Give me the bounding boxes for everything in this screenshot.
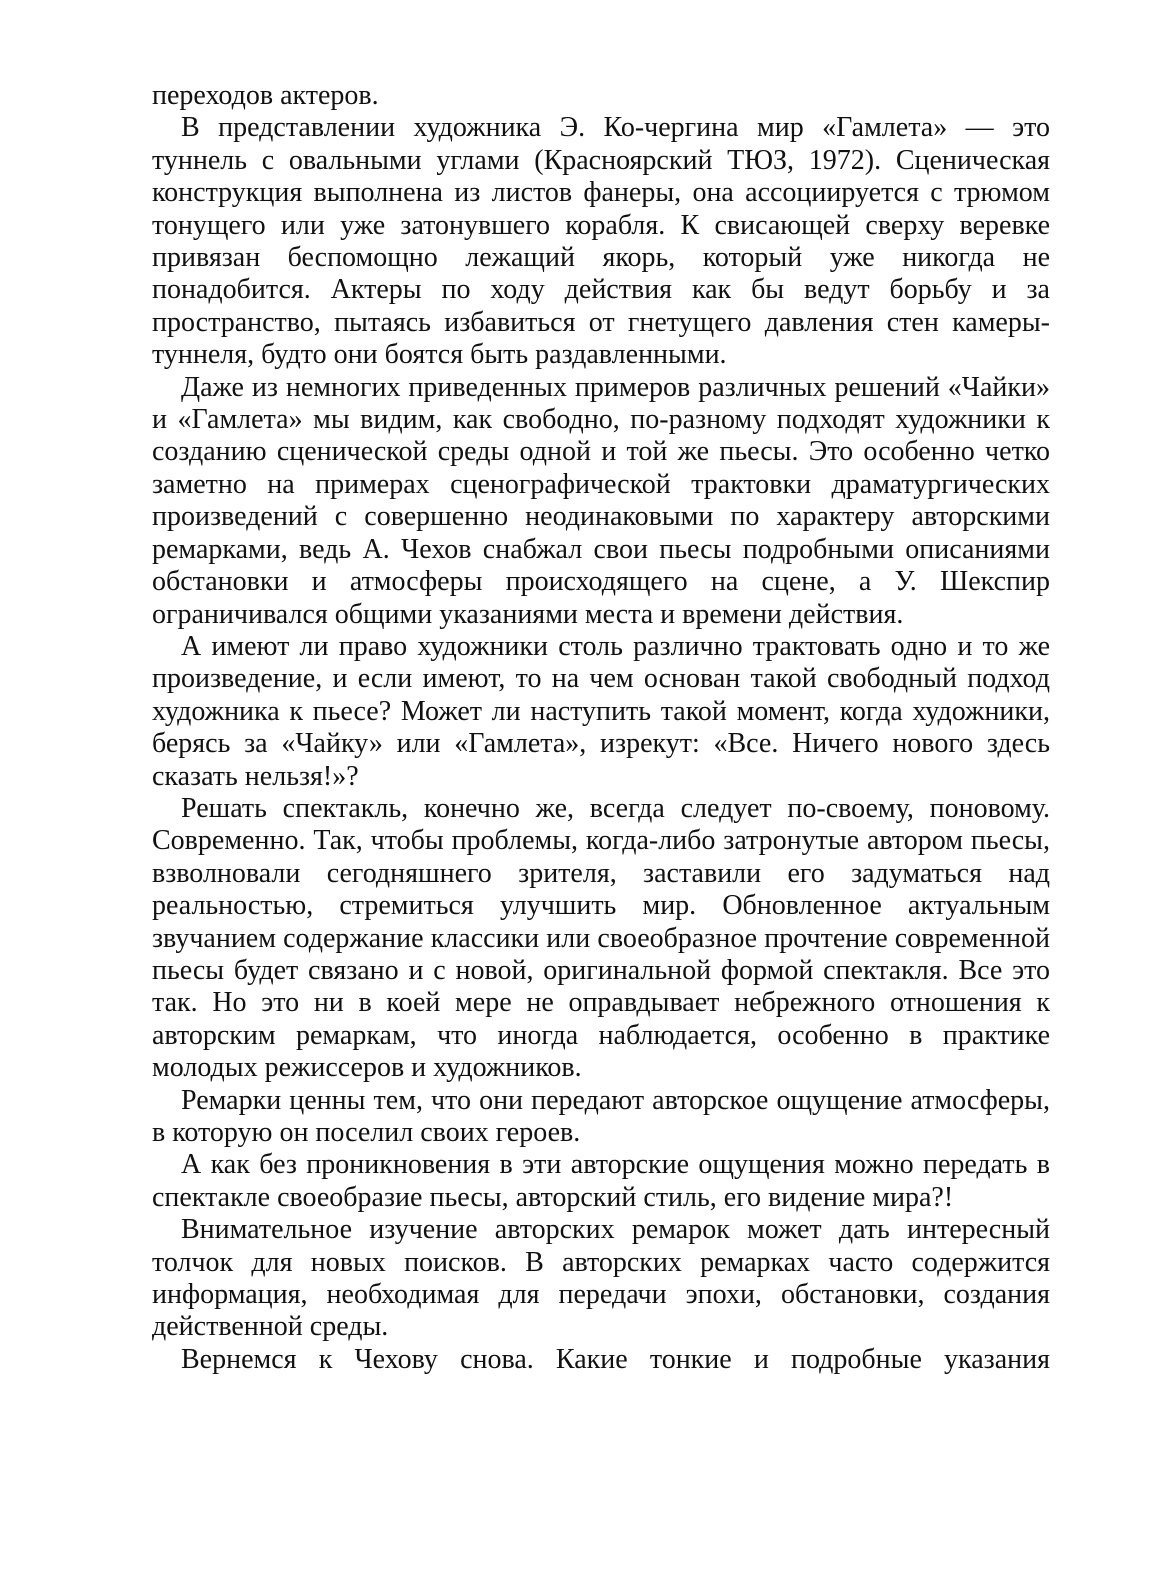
paragraph: Решать спектакль, конечно же, всегда следует по-своему, поновому. Современно. Так, чтобы проблемы, когда-либо затронутые автором пьесы, взволновали сегодняшнего зрителя, заставили его задуматься над реальностью, стремиться улучшить мир. Обновленное актуальным звучанием содержание классики или своеобразное прочтение современной пьесы будет связано и с новой, оригинальной формой спектакля. Все это так. Но это ни в коей мере не оправдывает небрежного отношения к авторским ремаркам, что иногда наблюдается, особенно в практике молодых режиссеров и художников. xyxy=(152,792,1050,1084)
paragraph: А имеют ли право художники столь различно трактовать одно и то же произведение, и если имеют, то на чем основан такой свободный подход художника к пьесе? Может ли наступить такой момент, когда художники, берясь за «Чайку» или «Гамлета», изрекут: «Все. Ничего нового здесь сказать нельзя!»? xyxy=(152,630,1050,792)
paragraph: Внимательное изучение авторских ремарок может дать интересный толчок для новых поисков. В авторских ремарках часто содержится информация, необходимая для передачи эпохи, обстановки, создания действенной среды. xyxy=(152,1214,1050,1343)
page-body xyxy=(152,80,1050,1376)
paragraph: В представлении художника Э. Ко-чергина мир «Гамлета» — это туннель с овальными углами (Красноярский ТЮЗ, 1972). Сценическая конструкция выполнена из листов фанеры, она ассоциируется с трюмом тонущего или уже затонувшего корабля. К свисающей сверху веревке привязан беспомощно лежащий якорь, который уже никогда не понадобится. Актеры по ходу действия как бы ведут борьбу и за пространство, пытаясь избавиться от гнетущего давления стен камеры-туннеля, будто они боятся быть раздавленными. xyxy=(152,112,1050,371)
paragraph: Вернемся к Чехову снова. Какие тонкие и подробные указания xyxy=(181,1343,1050,1375)
paragraph: Даже из немногих приведенных примеров различных решений «Чайки» и «Гамлета» мы видим, как свободно, по-разному подходят художники к созданию сценической среды одной и той же пьесы. Это особенно четко заметно на примерах сценографической трактовки драматургических произведений с совершенно неодинаковыми по характеру авторскими ремарками, ведь А. Чехов снабжал свои пьесы подробными описаниями обстановки и атмосферы происходящего на сцене, а У. Шекспир ограничивался общими указаниями места и времени действия. xyxy=(152,371,1050,630)
paragraph-continuation: переходов актеров. xyxy=(152,80,379,111)
paragraph: Ремарки ценны тем, что они передают авторское ощущение атмосферы, в которую он поселил своих героев. xyxy=(152,1084,1050,1148)
paragraph: А как без проникновения в эти авторские ощущения можно передать в спектакле своеобразие пьесы, авторский стиль, его видение мира?! xyxy=(152,1149,1050,1213)
